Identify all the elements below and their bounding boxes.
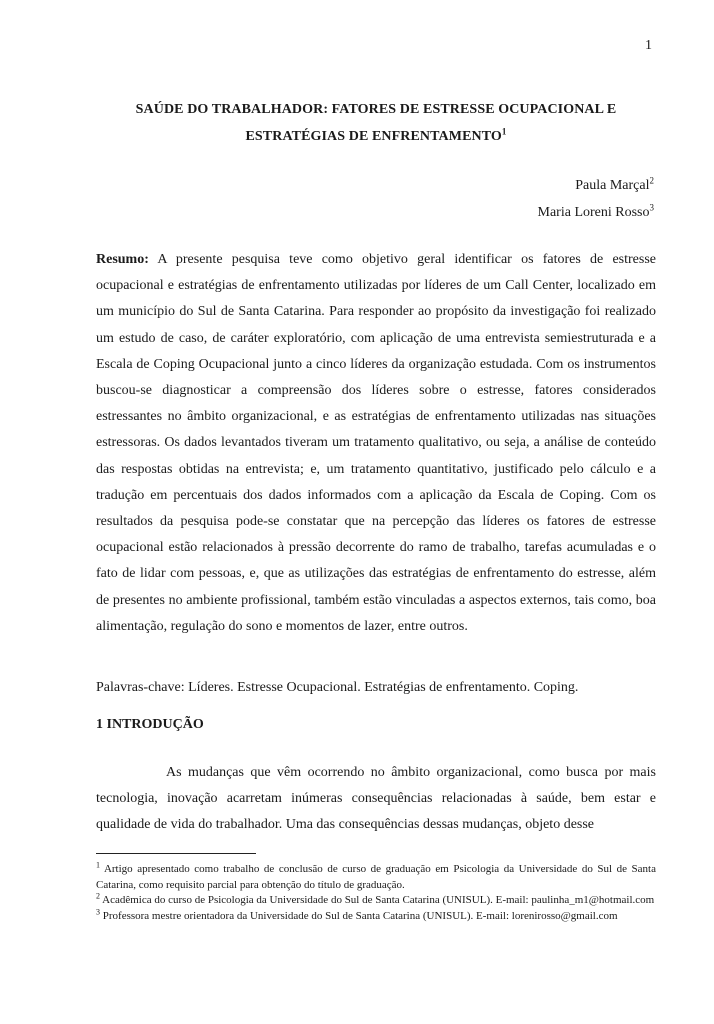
- title-footnote-ref: 1: [501, 126, 507, 137]
- footnote: [96, 862, 656, 893]
- title-line-1: SAÚDE DO TRABALHADOR: FATORES DE ESTRESSE OCUPACIONAL E: [135, 102, 617, 117]
- abstract: [96, 247, 656, 640]
- footnote-text: Professora mestre orientadora da Universidade do Sul de Santa Catarina (UNISUL). E-mail: lorenirosso@gmail.com: [102, 909, 618, 922]
- footnotes: [96, 862, 656, 924]
- page-number: 1: [645, 38, 652, 53]
- author-name: Paula Marçal: [575, 178, 650, 193]
- footnote-text: Artigo apresentado como trabalho de conclusão de curso de graduação em Psicologia da Universidade do Sul de Santa Catarina, como requisito parcial para obtenção do título de graduação.: [96, 863, 656, 891]
- title-line-2: [96, 123, 656, 150]
- footnote-ref: 1: [96, 860, 100, 870]
- footnote-ref: 3: [96, 906, 100, 916]
- paper-title: [96, 96, 656, 150]
- abstract-label: Resumo:: [96, 252, 149, 267]
- footnote: [96, 906, 656, 925]
- keywords: Palavras-chave: Líderes. Estresse Ocupacional. Estratégias de enfrentamento. Coping.: [96, 680, 579, 695]
- footnote: [96, 893, 656, 909]
- footnote-divider: [96, 853, 256, 854]
- author: [538, 199, 654, 226]
- author-footnote-ref: 2: [649, 175, 654, 186]
- footnote-text: Acadêmica do curso de Psicologia da Universidade do Sul de Santa Catarina (UNISUL). E-mail: paulinha_m1@hotmail.com: [102, 894, 655, 906]
- footnote-ref: 2: [96, 891, 100, 901]
- author-list: [538, 172, 654, 226]
- author: [538, 172, 654, 199]
- abstract-text: A presente pesquisa teve como objetivo geral identificar os fatores de estresse ocupacional e estratégias de enfrentamento utilizadas por líderes de um Call Center, localizado em um município do Sul de Santa Catarina. Para responder ao propósito da investigação foi realizado um estudo de caso, de caráter exploratório, com aplicação de uma entrevista semiestruturada e a Escala de Coping Ocupacional junto a cinco líderes da organização estudada. Com os instrumentos buscou-se diagnosticar a compreensão dos líderes sobre o estresse, fatores considerados estressantes no âmbito organizacional, e as estratégias de enfrentamento utilizadas nas situações estressoras. Os dados levantados tiveram um tratamento qualitativo, ou seja, a análise de conteúdo das respostas obtidas na entrevista; e, um tratamento quantitativo, justificado pelo cálculo e a tradução em percentuais dos dados informados com a aplicação da Escala de Coping. Com os resultados da pesquisa pode-se constatar que na percepção das líderes os fatores de estresse ocupacional estão relacionados à pressão decorrente do ramo de trabalho, tarefas acumuladas e o fato de lidar com pessoas, e, que as utilizações das estratégias de enfrentamento do estresse, além de presentes no ambiente profissional, também estão vinculadas a aspectos externos, tais como, boa alimentação, regulação do sono e momentos de lazer, entre outros.: [96, 252, 656, 634]
- author-footnote-ref: 3: [649, 202, 654, 213]
- intro-paragraph: As mudanças que vêm ocorrendo no âmbito organizacional, como busca por mais tecnologia, inovação acarretam inúmeras consequências relacionadas à saúde, bem estar e qualidade de vida do trabalhador. Uma das consequências dessas mudanças, objeto desse: [96, 765, 656, 833]
- title-line-2-text: ESTRATÉGIAS DE ENFRENTAMENTO: [245, 129, 502, 144]
- author-name: Maria Loreni Rosso: [537, 205, 650, 220]
- section-heading: 1 INTRODUÇÃO: [96, 717, 204, 732]
